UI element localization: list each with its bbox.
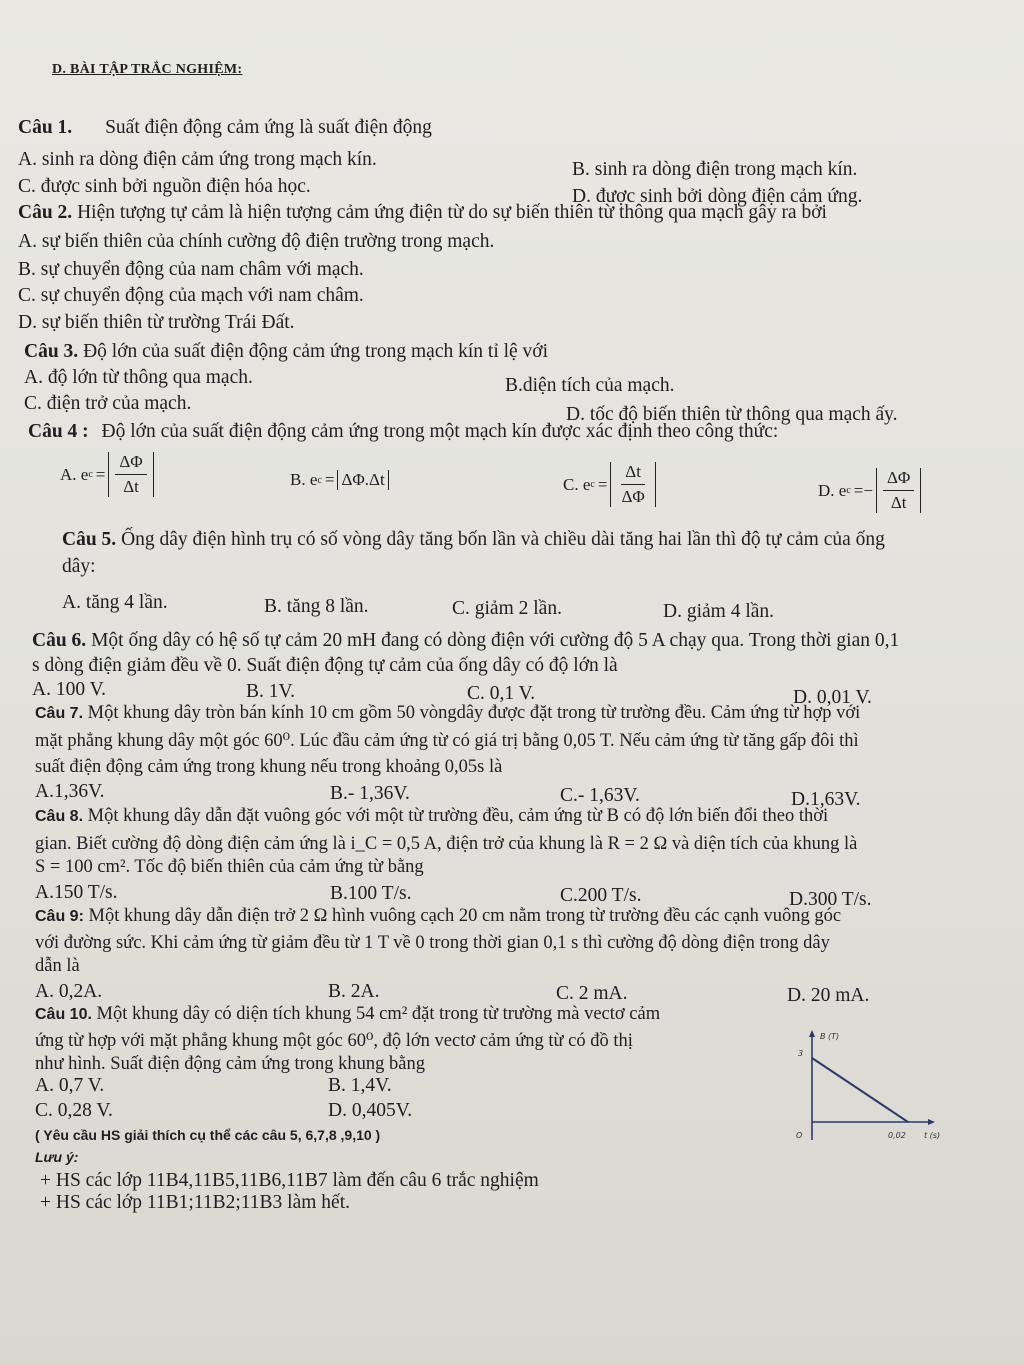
x-tick-label: 0,02 [888,1131,906,1140]
question-8-option-d: D.300 T/s. [789,889,872,910]
question-8-stem-line3: S = 100 cm². Tốc độ biến thiên của cảm ứng từ bằng [35,857,424,877]
note-title: Lưu ý: [35,1149,79,1165]
question-5-option-c: C. giảm 2 lần. [452,598,562,619]
question-9-option-b: B. 2A. [328,981,380,1002]
question-9-stem-line3: dẫn là [35,956,80,976]
question-2-option-d: D. sự biến thiên từ trường Trái Đất. [18,312,295,333]
question-1-label: Câu 1. [18,117,73,138]
question-10-option-d: D. 0,405V. [328,1100,413,1121]
question-6-text: Một ống dây có hệ số tự cảm 20 mH đang có dòng điện với cường độ 5 A chạy qua. Trong thời gian 0,1 [91,630,900,651]
question-10-stem-line2: ứng từ hợp với mặt phẳng khung một góc 60⁰, độ lớn vectơ cảm ứng từ có đồ thị [35,1031,633,1051]
b-line [812,1058,908,1122]
question-5-text: Ống dây điện hình trụ có số vòng dây tăng bốn lần và chiều dài tăng hai lần thì độ tự cảm của ống [121,529,885,550]
question-6-option-a: A. 100 V. [32,679,107,700]
question-9-text: Một khung dây dẫn điện trở 2 Ω hình vuông cạch 20 cm nằm trong từ trường đều các cạnh vuông góc [88,906,842,926]
question-10-option-c: C. 0,28 V. [35,1100,113,1121]
question-3-option-d: D. tốc độ biến thiên từ thông qua mạch ấy. [566,404,898,425]
question-5-option-a: A. tăng 4 lần. [62,592,168,613]
question-7-stem [35,703,860,724]
emf-subscript: c [846,485,851,496]
question-9-label: Câu 9: [35,908,84,925]
denominator: Δt [890,493,907,512]
question-8-label: Câu 8. [35,808,84,825]
question-5-stem-line2: dây: [62,556,96,577]
question-8-stem-line2: gian. Biết cường độ dòng điện cảm ứng là i_C = 0,5 A, điện trở của khung là R = 2 Ω và diện tích của khung là [35,834,858,854]
question-7-option-b: B.- 1,36V. [330,783,410,804]
question-4-option-d [818,468,921,513]
question-1-option-c: C. được sinh bởi nguồn điện hóa học. [18,176,311,197]
x-axis-arrow [928,1119,935,1125]
emf-symbol: e [838,480,847,500]
section-heading: D. BÀI TẬP TRẮC NGHIỆM: [52,62,243,77]
question-7-option-c: C.- 1,63V. [560,785,640,806]
question-8-stem [35,806,828,827]
question-7-option-d: D.1,63V. [791,789,861,810]
question-1-option-d: D. được sinh bởi dòng điện cảm ứng. [572,186,863,207]
explanation-request: ( Yêu cầu HS giải thích cụ thể các câu 5, 6,7,8 ,9,10 ) [35,1127,381,1143]
question-8-text: Một khung dây dẫn đặt vuông góc với một từ trường đều, cảm ứng từ B có độ lớn biến đổi theo thời [87,806,829,826]
question-6-option-b: B. 1V. [246,681,295,702]
question-6-label: Câu 6. [32,630,87,651]
emf-symbol: e [80,464,89,484]
question-7-label: Câu 7. [35,705,84,722]
absolute-value [610,462,655,507]
question-2-stem [18,202,827,224]
question-9-option-d: D. 20 mA. [787,985,870,1006]
x-axis-label: t (s) [924,1131,941,1140]
numerator: ΔΦ [115,452,146,475]
question-2-text: Hiện tượng tự cảm là hiện tượng cảm ứng điện từ do sự biến thiên từ thông qua mạch gây ra bởi [77,202,827,223]
emf-subscript: c [317,474,322,486]
question-2-option-a: A. sự biến thiên của chính cường độ điện trường trong mạch. [18,231,495,252]
question-10-stem-line3: như hình. Suất điện động cảm ứng trong khung bằng [35,1054,426,1074]
question-8-option-b: B.100 T/s. [330,883,412,904]
question-4-text: Độ lớn của suất điện động cảm ứng trong một mạch kín được xác định theo công thức: [101,421,779,442]
question-7-stem-line2: mặt phẳng khung dây một góc 60⁰. Lúc đầu cảm ứng từ có giá trị bằng 0,05 T. Nếu cảm ứng từ tăng gấp đôi thì [35,731,859,751]
numerator: Δt [621,462,645,485]
question-10-option-b: B. 1,4V. [328,1075,392,1096]
fraction [115,452,146,497]
question-7-stem-line3: suất điện động cảm ứng trong khung nếu trong khoảng 0,05s là [35,757,503,777]
b-vs-t-graph [790,1028,950,1146]
question-9-option-c: C. 2 mA. [556,983,628,1004]
fraction [883,468,914,513]
y-tick-label: 3 [798,1049,804,1058]
emf-subscript: c [88,469,93,480]
question-10-option-a: A. 0,7 V. [35,1075,105,1096]
question-8-option-c: C.200 T/s. [560,885,642,906]
question-1-option-b: B. sinh ra dòng điện trong mạch kín. [572,159,858,180]
question-6-stem-line2: s dòng điện giảm đều về 0. Suất điện động tự cảm của ống dây có độ lớn là [32,655,618,676]
equals-sign: = [324,470,335,489]
question-5-stem [62,529,885,551]
question-3-text: Độ lớn của suất điện động cảm ứng trong mạch kín tỉ lệ với [83,341,549,362]
equals-minus-sign: =− [853,480,873,500]
question-3-label: Câu 3. [24,341,79,362]
question-3-option-b: B.diện tích của mạch. [505,375,675,396]
question-3-option-a: A. độ lớn từ thông qua mạch. [24,367,253,388]
question-1-text: Suất điện động cảm ứng là suất điện động [105,117,432,138]
question-7-option-a: A.1,36V. [35,781,105,802]
question-6-option-d: D. 0,01 V. [793,687,872,708]
option-letter: A. [60,464,77,484]
question-9-stem [35,906,841,927]
absolute-value [337,470,388,490]
question-4-option-a [60,452,154,497]
product-expression: ΔΦ.Δt [341,470,385,489]
question-1-stem [18,117,432,139]
option-letter: C. [563,474,579,494]
fraction [617,462,648,507]
question-4-stem [28,421,778,443]
question-10-stem [35,1004,660,1025]
note-line-2: + HS các lớp 11B1;11B2;11B3 làm hết. [40,1192,350,1213]
question-5-option-b: B. tăng 8 lần. [264,596,369,617]
emf-symbol: e [309,470,318,489]
question-2-label: Câu 2. [18,202,73,223]
equals-sign: = [597,474,608,494]
emf-symbol: e [582,474,591,494]
question-9-stem-line2: với đường sức. Khi cảm ứng từ giảm đều từ 1 T về 0 trong thời gian 0,1 s thì cường độ dòng điện trong dây [35,933,830,953]
question-4-option-c [563,462,656,507]
question-1-option-a: A. sinh ra dòng điện cảm ứng trong mạch kín. [18,149,377,170]
question-8-option-a: A.150 T/s. [35,882,118,903]
origin-label: O [796,1131,803,1140]
question-5-option-d: D. giảm 4 lần. [663,601,775,622]
denominator: Δt [123,477,139,496]
question-3-stem [24,341,548,363]
y-axis-arrow [809,1030,815,1037]
question-10-label: Câu 10. [35,1006,92,1023]
option-letter: B. [290,470,306,489]
option-letter: D. [818,480,835,500]
question-5-label: Câu 5. [62,529,117,550]
y-axis-label: B (T) [820,1032,840,1041]
question-6-option-c: C. 0,1 V. [467,683,536,704]
question-2-option-c: C. sự chuyển động của mạch với nam châm. [18,285,364,306]
question-6-stem [32,630,899,652]
absolute-value [876,468,921,513]
question-10-text: Một khung dây có diện tích khung 54 cm² đặt trong từ trường mà vectơ cảm [96,1004,661,1024]
emf-subscript: c [590,479,595,490]
question-7-text: Một khung dây tròn bán kính 10 cm gồm 50 vòngdây được đặt trong từ trường đều. Cảm ứng từ hợp với [87,703,861,723]
question-9-option-a: A. 0,2A. [35,981,103,1002]
absolute-value [108,452,153,497]
numerator: ΔΦ [883,468,914,491]
question-2-option-b: B. sự chuyển động của nam châm với mạch. [18,259,364,280]
question-3-option-c: C. điện trở của mạch. [24,393,192,414]
denominator: ΔΦ [621,487,645,506]
question-4-label: Câu 4 : [28,421,89,442]
note-line-1: + HS các lớp 11B4,11B5,11B6,11B7 làm đến câu 6 trắc nghiệm [40,1170,539,1191]
equals-sign: = [95,464,106,484]
question-4-option-b [290,470,389,490]
